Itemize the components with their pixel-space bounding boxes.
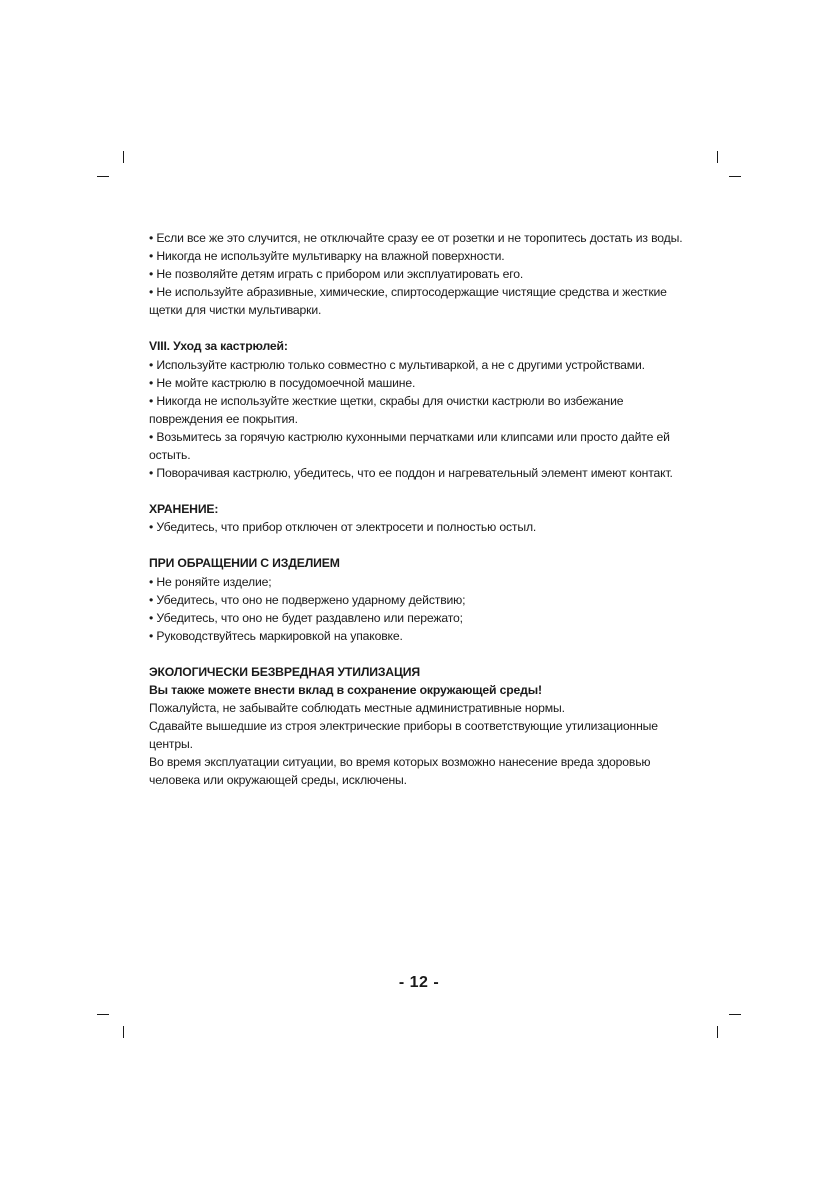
intro-item: • Не используйте абразивные, химические, спиртосодержащие чистящие средства и жесткие щетки для чистки мультиварки. [149, 285, 667, 318]
page-number: - 12 - [398, 974, 440, 991]
pot-care-item: • Возьмитесь за горячую кастрюлю кухонными перчатками или клипсами или просто дайте ей остыть. [149, 429, 670, 463]
storage-heading: ХРАНЕНИЕ: [149, 502, 219, 517]
pot-care-section [149, 337, 699, 482]
storage-section [149, 500, 699, 536]
handling-item: • Убедитесь, что оно не подвержено ударному действию; [149, 592, 466, 607]
handling-section [149, 554, 699, 644]
handling-item: • Не роняйте изделие; [149, 574, 272, 589]
eco-paragraph: Сдавайте вышедшие из строя электрические приборы в соответствующие утилизационные центры. [149, 719, 658, 752]
crop-mark-top-right-vertical [717, 151, 718, 163]
crop-mark-top-right-horizontal [729, 176, 741, 177]
eco-paragraph: Пожалуйста, не забывайте соблюдать местные административные нормы. [149, 701, 565, 716]
storage-item: • Убедитесь, что прибор отключен от электросети и полностью остыл. [149, 520, 537, 535]
intro-section [149, 229, 699, 319]
pot-care-item: • Поворачивая кастрюлю, убедитесь, что ее поддон и нагревательный элемент имеют контакт. [149, 466, 673, 481]
pot-care-item: • Не мойте кастрюлю в посудомоечной машине. [149, 375, 416, 390]
eco-subheading: Вы также можете внести вклад в сохранение окружающей среды! [149, 682, 542, 697]
intro-item: • Если все же это случится, не отключайте сразу ее от розетки и не торопитесь достать из воды. [149, 231, 683, 245]
handling-heading: ПРИ ОБРАЩЕНИИ С ИЗДЕЛИЕМ [149, 556, 340, 571]
handling-item: • Руководствуйтесь маркировкой на упаковке. [149, 628, 403, 643]
handling-item: • Убедитесь, что оно не будет раздавлено или пережато; [149, 610, 463, 625]
pot-care-heading: VIII. Уход за кастрюлей: [149, 339, 288, 354]
eco-heading: ЭКОЛОГИЧЕСКИ БЕЗВРЕДНАЯ УТИЛИЗАЦИЯ [149, 664, 420, 679]
eco-section [149, 663, 699, 790]
crop-mark-bottom-left-vertical [123, 1026, 124, 1038]
eco-paragraph: Во время эксплуатации ситуации, во время которых возможно нанесение вреда здоровью человека или окружающей среды, исключены. [149, 755, 651, 788]
page-content [149, 229, 699, 790]
intro-item: • Не позволяйте детям играть с прибором или эксплуатировать его. [149, 267, 524, 282]
crop-mark-bottom-left-horizontal [97, 1014, 109, 1015]
crop-mark-top-left-vertical [123, 151, 124, 163]
crop-mark-top-left-horizontal [97, 176, 109, 177]
pot-care-item: • Используйте кастрюлю только совместно с мультиваркой, а не с другими устройствами. [149, 357, 645, 372]
crop-mark-bottom-right-vertical [717, 1026, 718, 1038]
crop-mark-bottom-right-horizontal [729, 1014, 741, 1015]
intro-item: • Никогда не используйте мультиварку на влажной поверхности. [149, 249, 505, 264]
pot-care-item: • Никогда не используйте жесткие щетки, скрабы для очистки кастрюли во избежание повреждения ее покрытия. [149, 393, 624, 426]
